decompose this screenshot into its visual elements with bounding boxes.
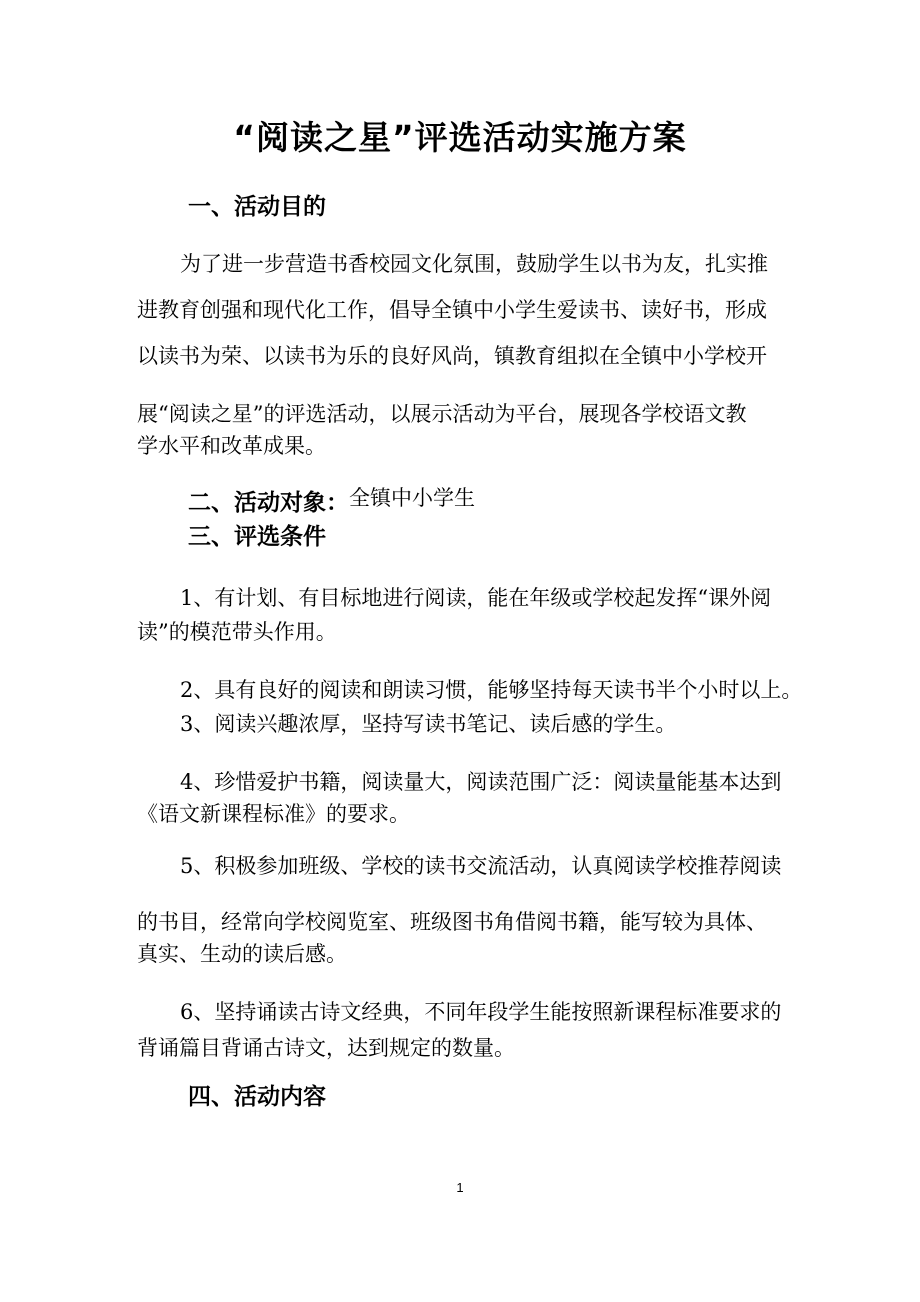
section-heading-purpose: 一、活动目的 <box>188 194 326 220</box>
criteria-line: 4、珍惜爱护书籍，阅读量大，阅读范围广泛：阅读量能基本达到 <box>180 770 782 794</box>
criteria-line: 的书目，经常向学校阅览室、班级图书角借阅书籍，能写较为具体、 <box>137 910 767 934</box>
section-heading-target <box>188 484 475 517</box>
section-heading-target-label: 二、活动对象： <box>188 490 349 516</box>
document-title: “阅读之星”评选活动实施方案 <box>233 118 687 157</box>
paragraph-line: 以读书为荣、以读书为乐的良好风尚，镇教育组拟在全镇中小学校开 <box>137 344 767 368</box>
criteria-line: 5、积极参加班级、学校的读书交流活动，认真阅读学校推荐阅读 <box>180 854 782 878</box>
criteria-line: 真实、生动的读后感。 <box>137 942 347 966</box>
criteria-line: 《语文新课程标准》的要求。 <box>137 802 410 826</box>
paragraph-line: 进教育创强和现代化工作，倡导全镇中小学生爱读书、读好书，形成 <box>137 298 767 322</box>
criteria-line: 背诵篇目背诵古诗文，达到规定的数量。 <box>137 1036 515 1060</box>
paragraph-line: 学水平和改革成果。 <box>137 434 326 458</box>
section-heading-content: 四、活动内容 <box>188 1084 326 1110</box>
paragraph-line: 为了进一步营造书香校园文化氛围，鼓励学生以书为友，扎实推 <box>180 252 768 276</box>
section-target-value: 全镇中小学生 <box>349 486 475 510</box>
criteria-line: 2、具有良好的阅读和朗读习惯，能够坚持每天读书半个小时以上。 <box>180 678 803 702</box>
section-heading-criteria: 三、评选条件 <box>188 524 326 550</box>
criteria-line: 1、有计划、有目标地进行阅读，能在年级或学校起发挥“课外阅 <box>180 586 772 610</box>
criteria-line: 6、坚持诵读古诗文经典，不同年段学生能按照新课程标准要求的 <box>180 1000 782 1024</box>
page-number: 1 <box>456 1180 464 1195</box>
paragraph-line: 展“阅读之星”的评选活动，以展示活动为平台，展现各学校语文教 <box>137 402 747 426</box>
criteria-line: 3、阅读兴趣浓厚，坚持写读书笔记、读后感的学生。 <box>180 712 677 736</box>
criteria-line: 读”的模范带头作用。 <box>137 620 337 644</box>
